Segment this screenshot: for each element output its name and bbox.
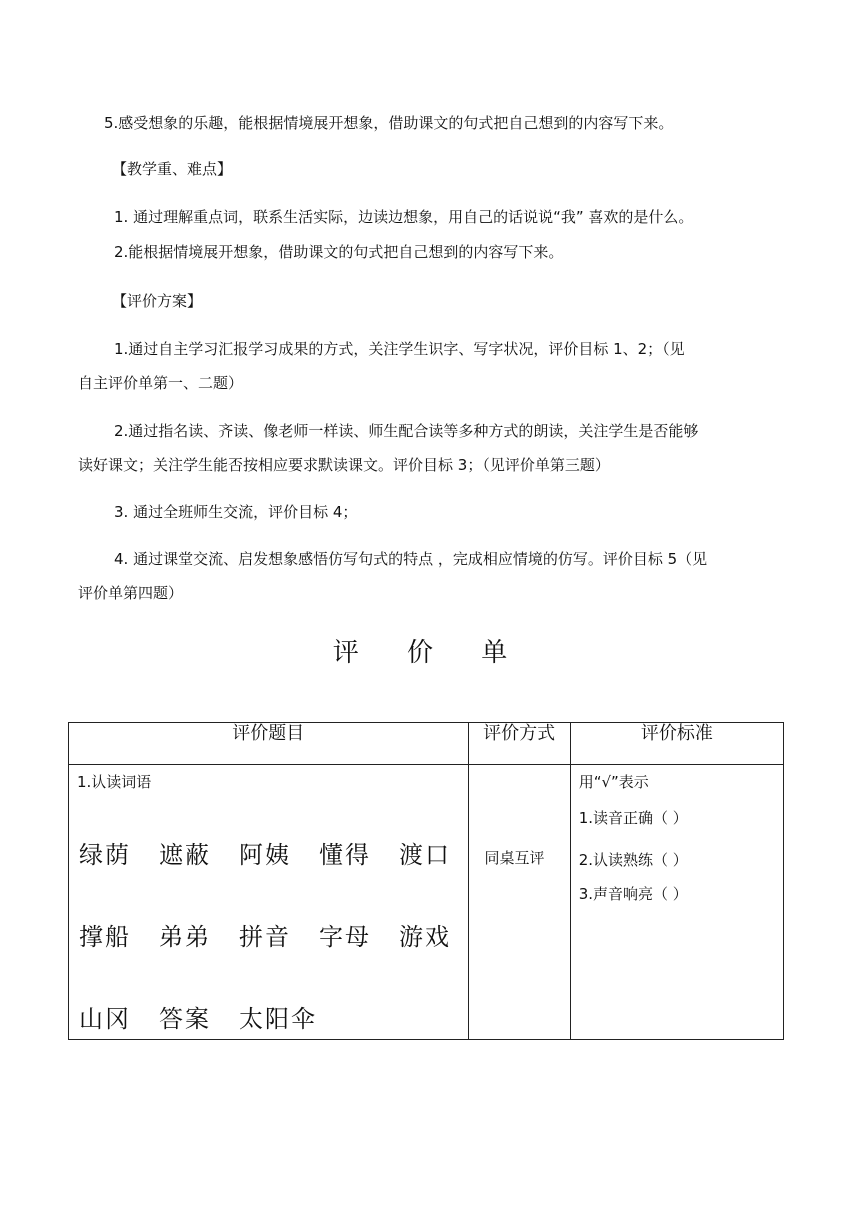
item-cell [69,765,469,1040]
method-cell [468,765,570,1040]
table-row [69,765,784,1040]
plan-3: 3. 通过全班师生交流，评价目标 4； [114,503,358,521]
word: 撑船 [79,923,131,951]
header-criteria-label: 评价标准 [640,723,713,744]
key-points-heading: 【教学重、难点】 [112,160,233,178]
word: 弟弟 [159,923,211,951]
evaluation-form-title: 评 价 单 [332,638,528,668]
word: 阿姨 [239,841,291,869]
word: 渡口 [399,841,451,869]
header-criteria [570,723,783,765]
word-row-3 [79,999,345,1034]
word-row-1 [79,835,479,870]
word: 绿荫 [79,841,131,869]
word: 遮蔽 [159,841,211,869]
plan-1-line-1: 1.通过自主学习汇报学习成果的方式，关注学生识字、写字状况，评价目标 1、2；（见 [114,340,685,358]
header-method [468,723,570,765]
criteria-item-3: 3.声音响亮（ ） [578,885,688,903]
criteria-item-2: 2.认读熟练（ ） [578,851,688,869]
objective-5: 5.感受想象的乐趣，能根据情境展开想象，借助课文的句式把自己想到的内容写下来。 [104,114,674,132]
key-point-2: 2.能根据情境展开想象，借助课文的句式把自己想到的内容写下来。 [114,243,564,261]
plan-2-line-2: 读好课文；关注学生能否按相应要求默读课文。评价目标 3；（见评价单第三题） [78,456,610,474]
plan-4-line-1: 4. 通过课堂交流、启发想象感悟仿写句式的特点 ，完成相应情境的仿写。评价目标 5（见 [114,550,708,568]
header-item-label: 评价题目 [232,723,305,744]
header-item [69,723,469,765]
word: 字母 [319,923,371,951]
plan-1-line-2: 自主评价单第一、二题） [78,374,244,392]
evaluation-table [68,722,784,1040]
item-title: 1.认读词语 [77,773,152,791]
word: 山冈 [79,1005,131,1033]
key-point-1: 1. 通过理解重点词，联系生活实际，边读边想象，用自己的话说说“我” 喜欢的是什么。 [114,208,694,226]
word: 答案 [159,1005,211,1033]
plan-2-line-1: 2.通过指名读、齐读、像老师一样读、师生配合读等多种方式的朗读，关注学生是否能够 [114,422,699,440]
word-row-2 [79,917,479,952]
header-method-label: 评价方式 [483,723,556,744]
word: 拼音 [239,923,291,951]
criteria-item-1: 1.读音正确（ ） [578,809,688,827]
evaluation-plan-heading: 【评价方案】 [112,292,203,310]
criteria-cell [570,765,783,1040]
word: 懂得 [319,841,371,869]
table-header-row [69,723,784,765]
word: 游戏 [399,923,451,951]
method-text: 同桌互评 [484,849,545,867]
plan-4-line-2: 评价单第四题） [78,584,184,602]
criteria-intro: 用“√”表示 [578,773,649,791]
word: 太阳伞 [239,1005,317,1033]
